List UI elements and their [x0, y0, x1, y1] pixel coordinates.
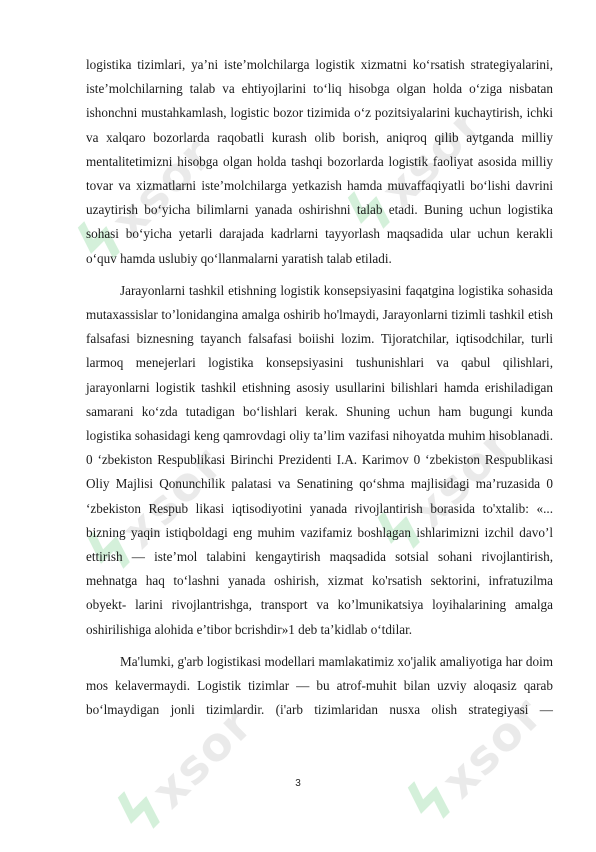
watermark: ϟxsor: [360, 415, 524, 572]
watermark: ϟxsor: [330, 95, 494, 252]
watermark: ϟxsor: [60, 125, 224, 282]
paragraph: Jarayonlarni tashkil etishning logistik konsepsiyasini faqatgina logistika sohasida mutaxassislar to’lonidangina amalga oshirib ho'lmaydi, Jarayonlarni tizimli tashkil etish falsafasi biznesning tayanch falsafasi boiishi lozim. Tijoratchilar, iqtisodchilar, turli larmoq menejerlari logistika konsepsiyasini tushunishlari va qabul qilishlari, jarayonlarni logistik tashkil etishning asosiy usullarini bilishlari hamda erishiladigan samarani ko‘zda tutadigan bo‘lishlari kerak. Shuning uchun ham bugungi kunda logistika sohasidagi keng qamrovdagi oliy ta’lim vazifasi nihoyatda muhim hisoblanadi. 0 ‘zbekiston Respublikasi Birinchi Prezidenti I.A. Karimov 0 ‘zbekiston Respublikasi Oliy Majlisi Qonunchilik palatasi va Senatining qo‘shma majlisidagi ma’ruzasida 0 ‘zbekiston Respub likasi iqtisodiyotini yanada rivojlantirish borasida to'xtalib: «... bizning yaqin istiqboldagi eng muhim vazifamiz boshlagan ishlarimizni izchil davo’l ettirish — iste’mol talabini kengaytirish maqsadida sotsial sohani rivojlantirish, mehnatga haq to‘lashni yanada oshirish, xizmat ko'rsatish sektorini, infratuzilma obyekt- larini rivojlantrishga, transport va ko’lmunikatsiya loyihalarining amalga oshirilishiga alohida e’tibor bcrishdir»1 deb ta’kidlab o‘tdilar.: [86, 282, 553, 637]
watermark-logo-icon: ϟ: [330, 169, 412, 252]
paragraph: logistika tizimlari, ya’ni iste’molchilarga logistik xizmatni ko‘rsatish strategiyalarini, iste’molchilarning talab va ehtiyojlarini to‘liq hisobga olgan holda o‘ziga nisbatan ishonchni mustahkamlash, logistic bozor tizimida o‘z pozitsiyalarini kuchaytirish, ichki va xalqaro bozorlarda raqobatli kurash olib borish, aniqroq qilib aytganda milliy mentalitetimizni hisobga olgan holda tashqi bozorlarda logistik faoliyat asosida milliy tovar va xizmatlarni iste’molchilarga yetkazish hamda muvaffaqiyatli bo‘lishi davrini uzaytirish bo‘yicha bilimlarni yanada oshirishni talab etadi. Buning uchun logistika sohasi bo‘yicha yetarli darajada kadrlarni tayyorlash maqsadida ular uchun kerakli o‘quv hamda uslubiy qo‘llanmalarni yaratish talab etiladi.: [86, 57, 553, 266]
watermark-logo-icon: ϟ: [360, 489, 442, 572]
watermark-logo-icon: ϟ: [70, 509, 152, 592]
watermark-logo-icon: ϟ: [60, 199, 142, 282]
watermark-logo-icon: ϟ: [100, 769, 182, 852]
page-number: 3: [295, 778, 301, 789]
watermark: ϟxsor: [100, 695, 264, 852]
watermark: ϟxsor: [390, 685, 554, 842]
watermark-logo-icon: ϟ: [390, 759, 472, 842]
watermark: ϟxsor: [70, 435, 234, 592]
body-text: [86, 53, 553, 722]
paragraph: Ma'lumki, g'arb logistikasi modellari mamlakatimiz xo'jalik amaliyotiga har doim mos kelavermaydi. Logistik tizimlar — bu atrof-muhit bilan uzviy aloqasiz qarab bo‘lmaydigan jonli tizimlardir. (i'arb tizimlaridan nusxa olish strategiyasi —: [86, 653, 553, 718]
